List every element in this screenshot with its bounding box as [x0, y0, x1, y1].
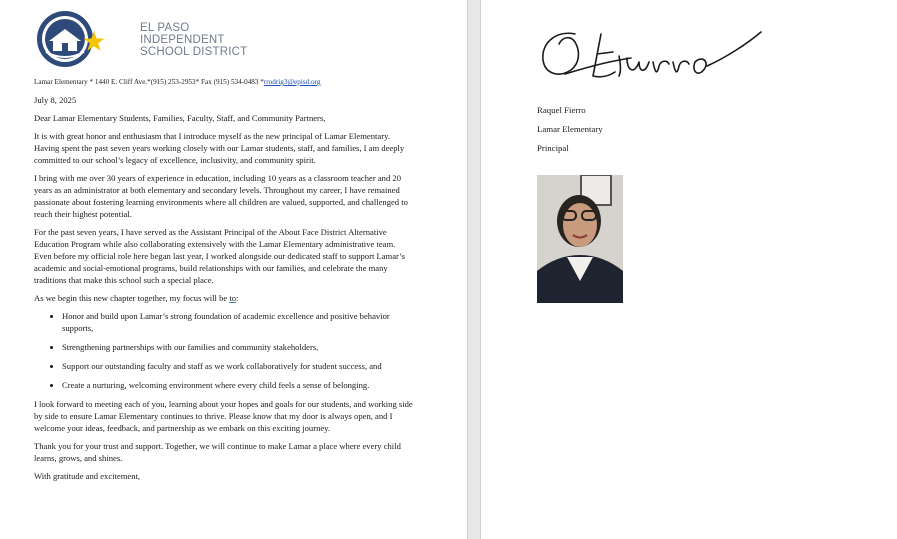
episd-logo — [34, 10, 248, 72]
district-seal-icon — [34, 10, 134, 72]
school-address-line — [34, 78, 320, 86]
page-separator — [467, 0, 481, 539]
district-name-line1: EL PASO — [140, 22, 190, 34]
focus-intro — [34, 292, 414, 304]
letter-date: July 8, 2025 — [34, 95, 77, 105]
focus-list — [34, 310, 414, 391]
email-link[interactable]: rrodrig3@episd.org — [263, 78, 321, 86]
paragraph-introduction: It is with great honor and enthusiasm that I introduce myself as the new principal of Lamar Elementary. Having spent the past seven years working closely with our Lamar students, staff, and families, I am deeply committed to our school’s legacy of excellence, inclusivity, and community spirit. — [34, 131, 405, 165]
salutation: Dear Lamar Elementary Students, Families, Faculty, Staff, and Community Partners, — [34, 113, 326, 123]
focus-intro-colon: : — [236, 293, 239, 303]
focus-list-item: • Create a nurturing, welcoming environment where every child feels a sense of belonging. — [62, 379, 414, 391]
focus-intro-to: to — [229, 293, 237, 303]
paragraph-thanks: Thank you for your trust and support. Together, we will continue to make Lamar a place where every child learns, grows, and shines. — [34, 441, 401, 463]
signature-block — [537, 101, 603, 158]
district-name-line2: INDEPENDENT — [140, 34, 225, 46]
focus-list-item: • Strengthening partnerships with our families and community stakeholders, — [62, 341, 414, 353]
district-name-line3: SCHOOL DISTRICT — [140, 46, 248, 58]
school-address: Lamar Elementary * 1440 E. Cliff Ave.*(915) 253-2953* Fax (915) 534-0483 * — [34, 78, 264, 86]
paragraph-experience: I bring with me over 30 years of experience in education, including 10 years as a classroom teacher and 20 years as an administrator at both elementary and secondary levels. Throughout my career, I have remained passionate about fostering learning environments where all children are valued, supported, and challenged to reach their highest potential. — [34, 173, 408, 219]
signer-school: Lamar Elementary — [537, 124, 603, 134]
signer-name: Raquel Fierro — [537, 105, 586, 115]
focus-list-item: • Support our outstanding faculty and staff as we work collaboratively for student success, and — [62, 360, 414, 372]
principal-photo — [537, 175, 623, 303]
letter-page-2 — [481, 0, 897, 539]
paragraph-looking-forward: I look forward to meeting each of you, learning about your hopes and goals for our students, and working side by side to ensure Lamar Elementary continues to thrive. Please know that my door is always open, and I welcome your ideas, feedback, and partnership as we embark on this exciting journey. — [34, 399, 413, 433]
signer-title: Principal — [537, 143, 569, 153]
letter-body — [34, 94, 414, 488]
closing: With gratitude and excitement, — [34, 471, 141, 481]
focus-intro-text: As we begin this new chapter together, my focus will be — [34, 293, 230, 303]
paragraph-background: For the past seven years, I have served as the Assistant Principal of the About Face District Alternative Education Program while also collaborating extensively with the Lamar Elementary administrative team. Even before my official role here began last year, I worked alongside our dedicated staff to support Lamar’s academic and social-emotional programs, build relationships with our families, and celebrate the many traditions that make this school such a special place. — [34, 227, 405, 285]
focus-list-item: • Honor and build upon Lamar’s strong foundation of academic excellence and positive behavior supports, — [62, 310, 414, 334]
handwritten-signature — [535, 22, 775, 86]
district-name — [140, 22, 247, 58]
